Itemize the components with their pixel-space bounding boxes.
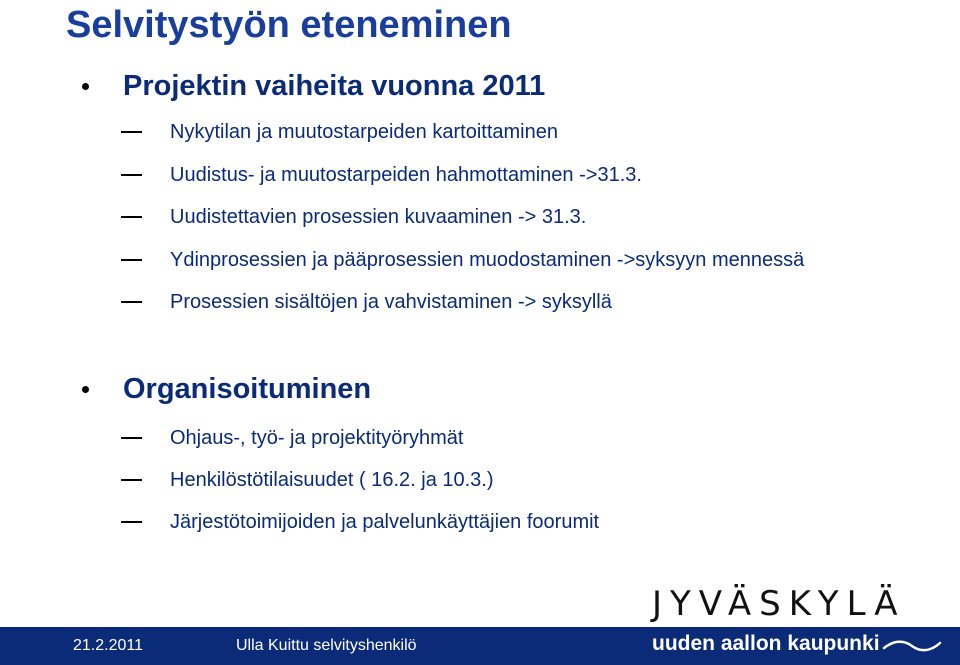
section-heading-text: Projektin vaiheita vuonna 2011 <box>123 69 546 102</box>
footer-date: 21.2.2011 <box>73 637 143 654</box>
list-item <box>0 508 960 536</box>
footer-author: Ulla Kuittu selvityshenkilö <box>236 637 417 654</box>
list-item-text: Uudistus- ja muutostarpeiden hahmottaminen ->31.3. <box>170 163 642 186</box>
logo-tagline: uuden aallon kaupunki <box>652 632 880 655</box>
list-item <box>0 161 960 189</box>
list-item-text: Ohjaus-, työ- ja projektityöryhmät <box>170 426 464 449</box>
logo-wordmark: JYVÄSKYLÄ <box>652 584 906 624</box>
list-item <box>0 466 960 494</box>
bullet-dot <box>82 386 89 393</box>
dash-marker <box>121 479 142 481</box>
slide-title: Selvitystyön eteneminen <box>66 4 512 46</box>
list-item <box>0 118 960 146</box>
bullet-dot <box>82 83 89 90</box>
dash-marker <box>121 259 142 261</box>
list-item-text: Järjestötoimijoiden ja palvelunkäyttäjien foorumit <box>170 510 600 533</box>
section-heading <box>82 369 371 409</box>
list-item-text: Henkilöstötilaisuudet ( 16.2. ja 10.3.) <box>170 468 494 491</box>
section-heading-text: Organisoituminen <box>123 372 372 405</box>
list-item <box>0 424 960 452</box>
list-item <box>0 203 960 231</box>
dash-marker <box>121 131 142 133</box>
list-item <box>0 288 960 316</box>
list-item <box>0 246 960 274</box>
list-item-text: Nykytilan ja muutostarpeiden kartoittaminen <box>170 120 558 143</box>
list-item-text: Prosessien sisältöjen ja vahvistaminen -> syksyllä <box>170 290 612 313</box>
list-item-text: Uudistettavien prosessien kuvaaminen -> 31.3. <box>170 205 587 228</box>
dash-marker <box>121 437 142 439</box>
section-heading <box>82 66 545 106</box>
wave-icon <box>882 638 942 654</box>
dash-marker <box>121 521 142 523</box>
dash-marker <box>121 216 142 218</box>
dash-marker <box>121 174 142 176</box>
dash-marker <box>121 301 142 303</box>
list-item-text: Ydinprosessien ja pääprosessien muodostaminen ->syksyyn mennessä <box>170 248 805 271</box>
